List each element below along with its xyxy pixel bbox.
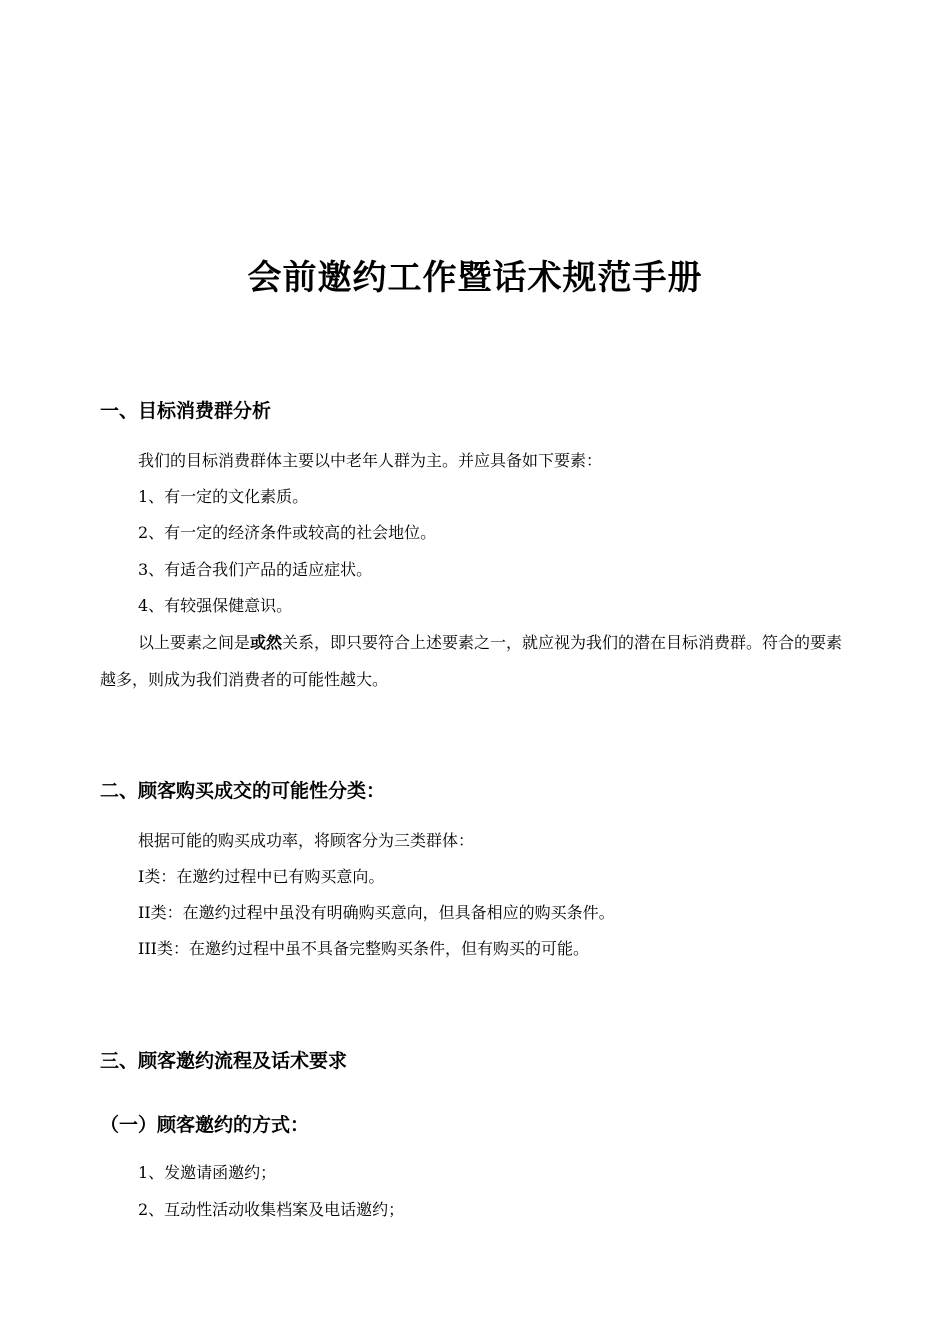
section-2-item-1: I类：在邀约过程中已有购买意向。 [138, 867, 385, 886]
section-1-item-2: 2、有一定的经济条件或较高的社会地位。 [138, 523, 437, 542]
summary-bold-term: 或然 [250, 633, 283, 652]
section-1-item-4: 4、有较强保健意识。 [138, 596, 293, 615]
section-1-item-1: 1、有一定的文化素质。 [138, 487, 309, 506]
document-title: 会前邀约工作暨话术规范手册 [247, 258, 703, 298]
section-2-heading: 二、顾客购买成交的可能性分类： [100, 780, 386, 802]
section-1-item-3: 3、有适合我们产品的适应症状。 [138, 560, 373, 579]
section-2-intro: 根据可能的购买成功率，将顾客分为三类群体： [138, 831, 475, 850]
section-2-item-3: III类：在邀约过程中虽不具备完整购买条件，但有购买的可能。 [138, 939, 589, 958]
section-2-item-2: II类：在邀约过程中虽没有明确购买意向，但具备相应的购买条件。 [138, 903, 615, 922]
section-3-subheading: （一）顾客邀约的方式： [100, 1114, 310, 1136]
section-3-item-1: 1、发邀请函邀约； [138, 1163, 277, 1182]
section-1-summary [100, 624, 852, 698]
section-1-intro: 我们的目标消费群体主要以中老年人群为主。并应具备如下要素： [138, 451, 603, 470]
section-3-item-2: 2、互动性活动收集档案及电话邀约； [138, 1200, 405, 1219]
summary-text-after: 关系，即只要符合上述要素之一，就应视为我们的潜在目标消费群。符合的要素越多，则成为我们消费者的可能性越大。 [100, 633, 843, 689]
summary-text-before: 以上要素之间是 [138, 633, 251, 652]
section-1-heading: 一、目标消费群分析 [100, 400, 272, 422]
section-3-heading: 三、顾客邀约流程及话术要求 [100, 1050, 348, 1072]
